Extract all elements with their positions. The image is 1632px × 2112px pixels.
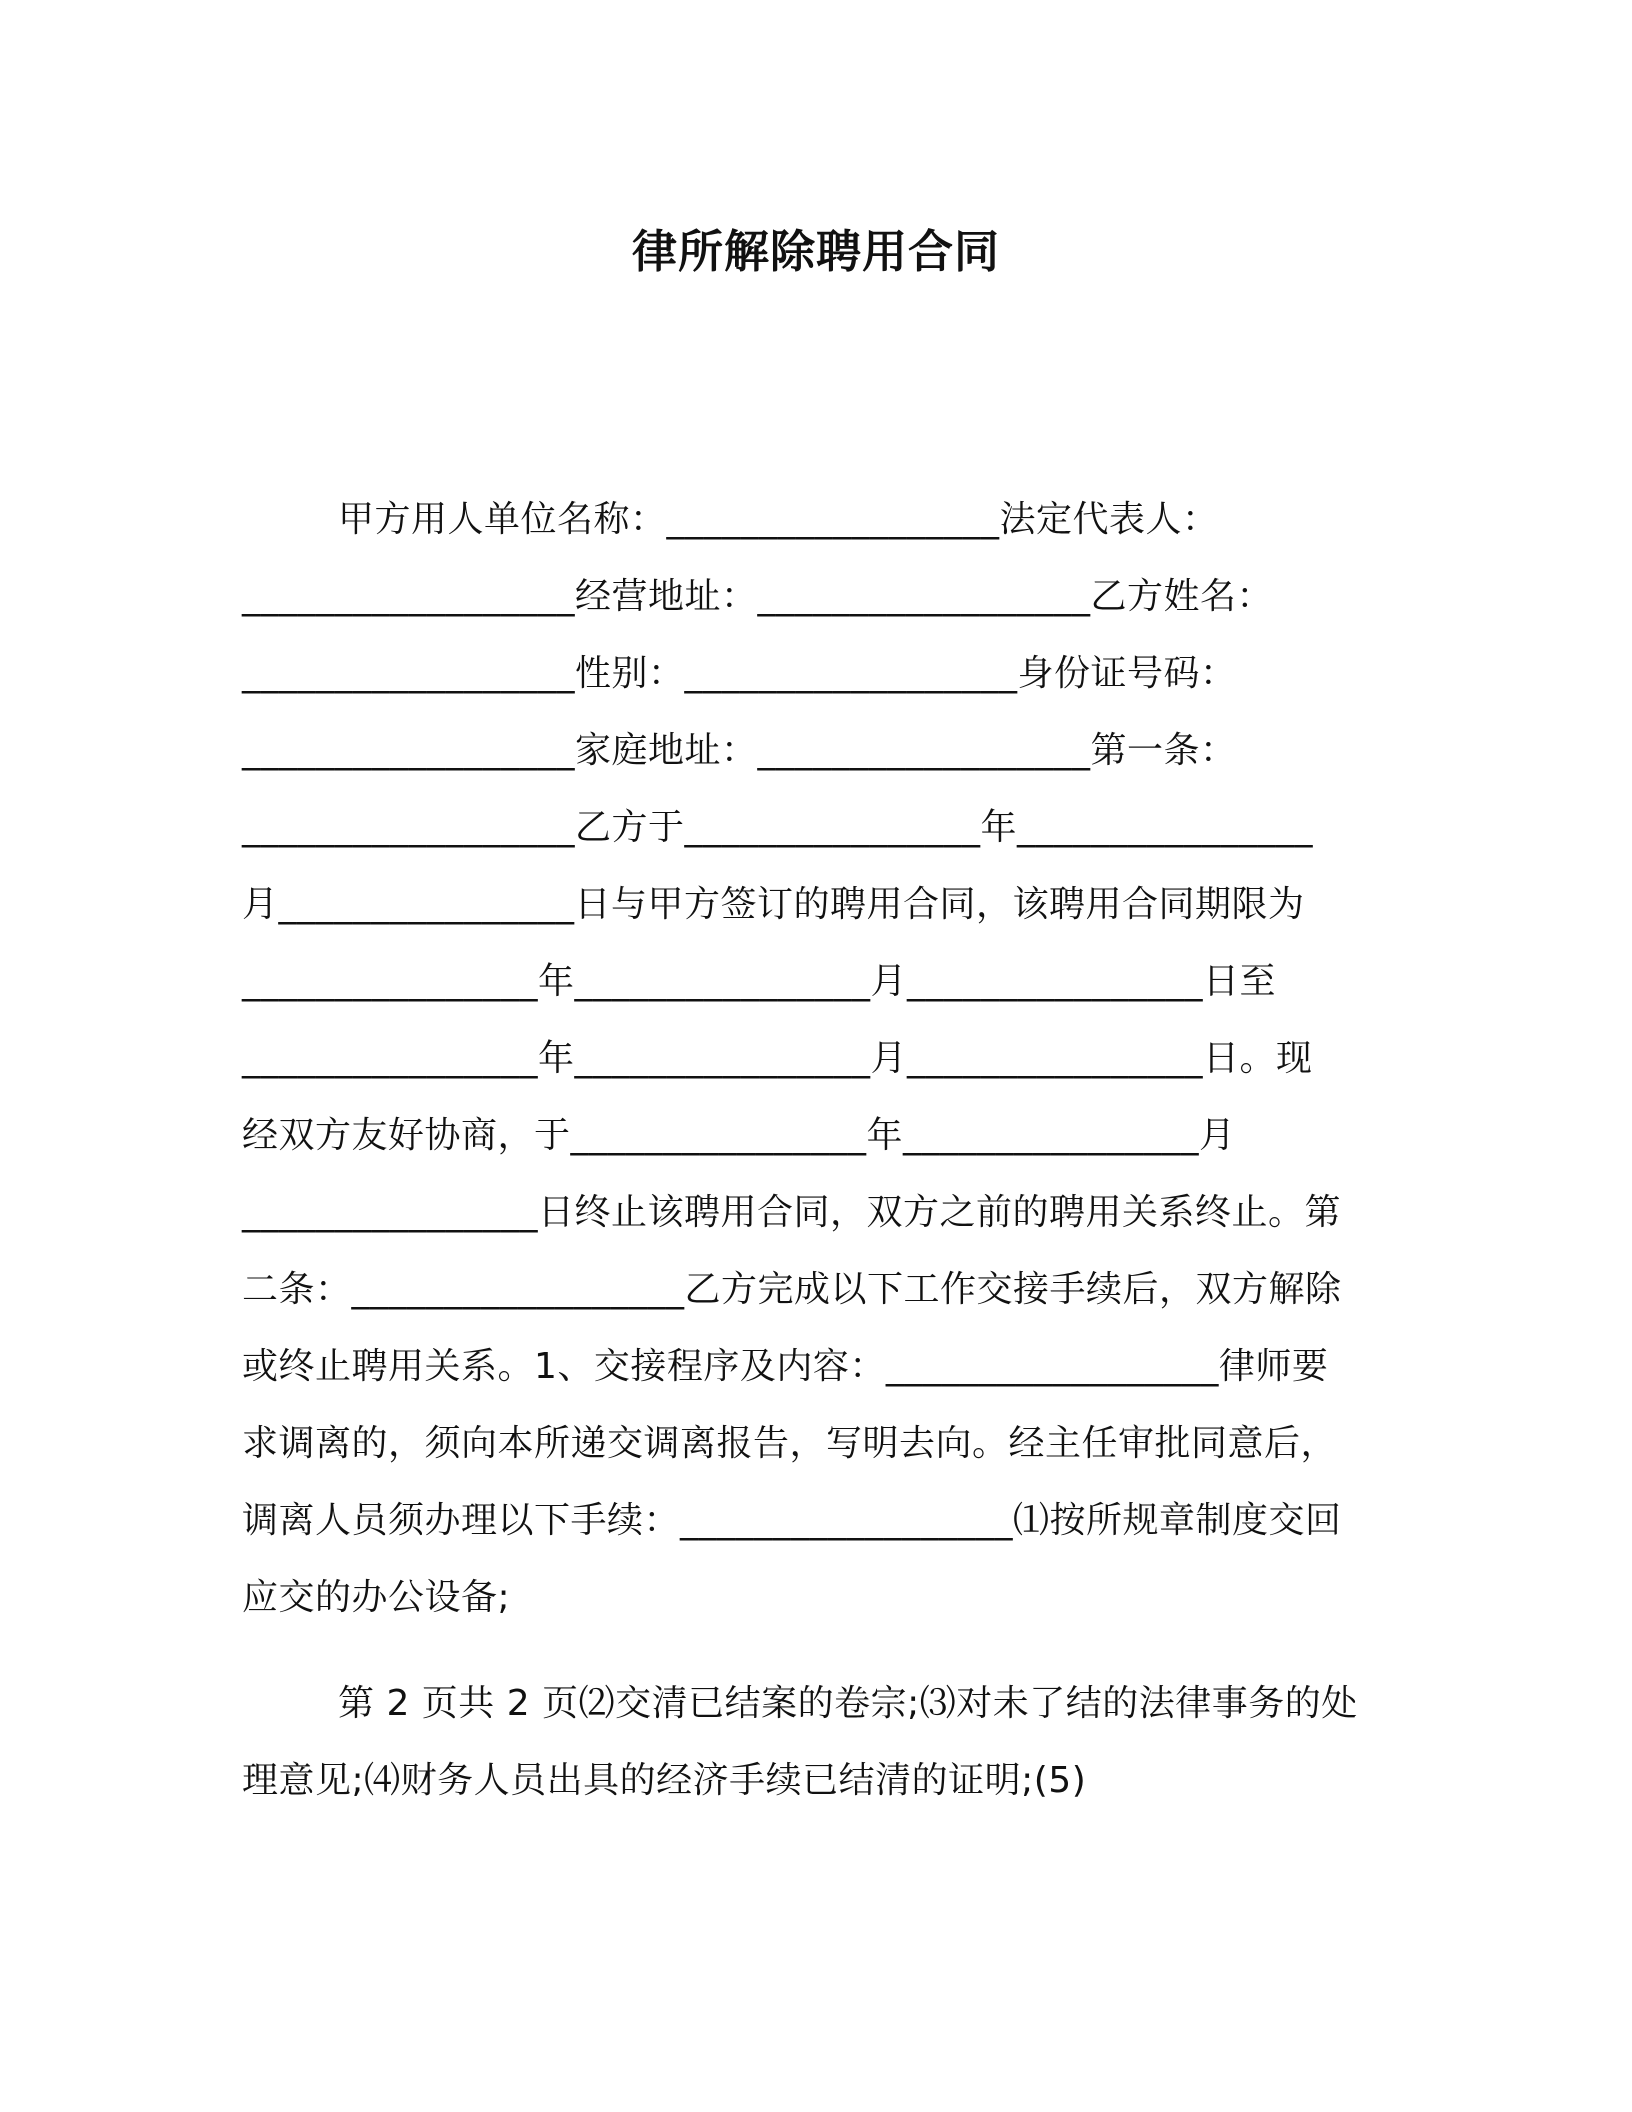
body-line-6: 月________________日与甲方签订的聘用合同，该聘用合同期限为 xyxy=(242,884,1305,925)
body-line-1: 甲方用人单位名称：__________________法定代表人： xyxy=(338,499,1219,540)
body-line-13: 求调离的，须向本所递交调离报告，写明去向。经主任审批同意后， xyxy=(242,1423,1338,1464)
body-line-15: 应交的办公设备; xyxy=(242,1577,511,1618)
body-line-14: 调离人员须办理以下手续：__________________⑴按所规章制度交回 xyxy=(242,1500,1342,1541)
body-line-3: __________________性别：__________________身份证号码： xyxy=(242,653,1237,694)
body-line-11: 二条：__________________乙方完成以下工作交接手续后，双方解除 xyxy=(242,1269,1342,1310)
body-line-2: __________________经营地址：__________________乙方姓名： xyxy=(242,576,1274,617)
document-title: 律所解除聘用合同 xyxy=(631,225,1000,278)
body-line-17: 理意见;⑷财务人员出具的经济手续已结清的证明;(5) xyxy=(242,1760,1087,1801)
body-line-12: 或终止聘用关系。1、交接程序及内容：__________________律师要 xyxy=(242,1346,1329,1387)
body-line-5: __________________乙方于________________年________________ xyxy=(242,807,1313,848)
body-line-4: __________________家庭地址：__________________第一条： xyxy=(242,730,1237,771)
body-line-9: 经双方友好协商，于________________年________________月 xyxy=(242,1115,1236,1156)
body-line-8: ________________年________________月________________日。现 xyxy=(242,1038,1313,1079)
body-line-10: ________________日终止该聘用合同，双方之前的聘用关系终止。第 xyxy=(242,1192,1342,1233)
body-line-7: ________________年________________月________________日至 xyxy=(242,961,1276,1002)
body-line-16: 第 2 页共 2 页⑵交清已结案的卷宗;⑶对未了结的法律事务的处 xyxy=(338,1683,1358,1724)
